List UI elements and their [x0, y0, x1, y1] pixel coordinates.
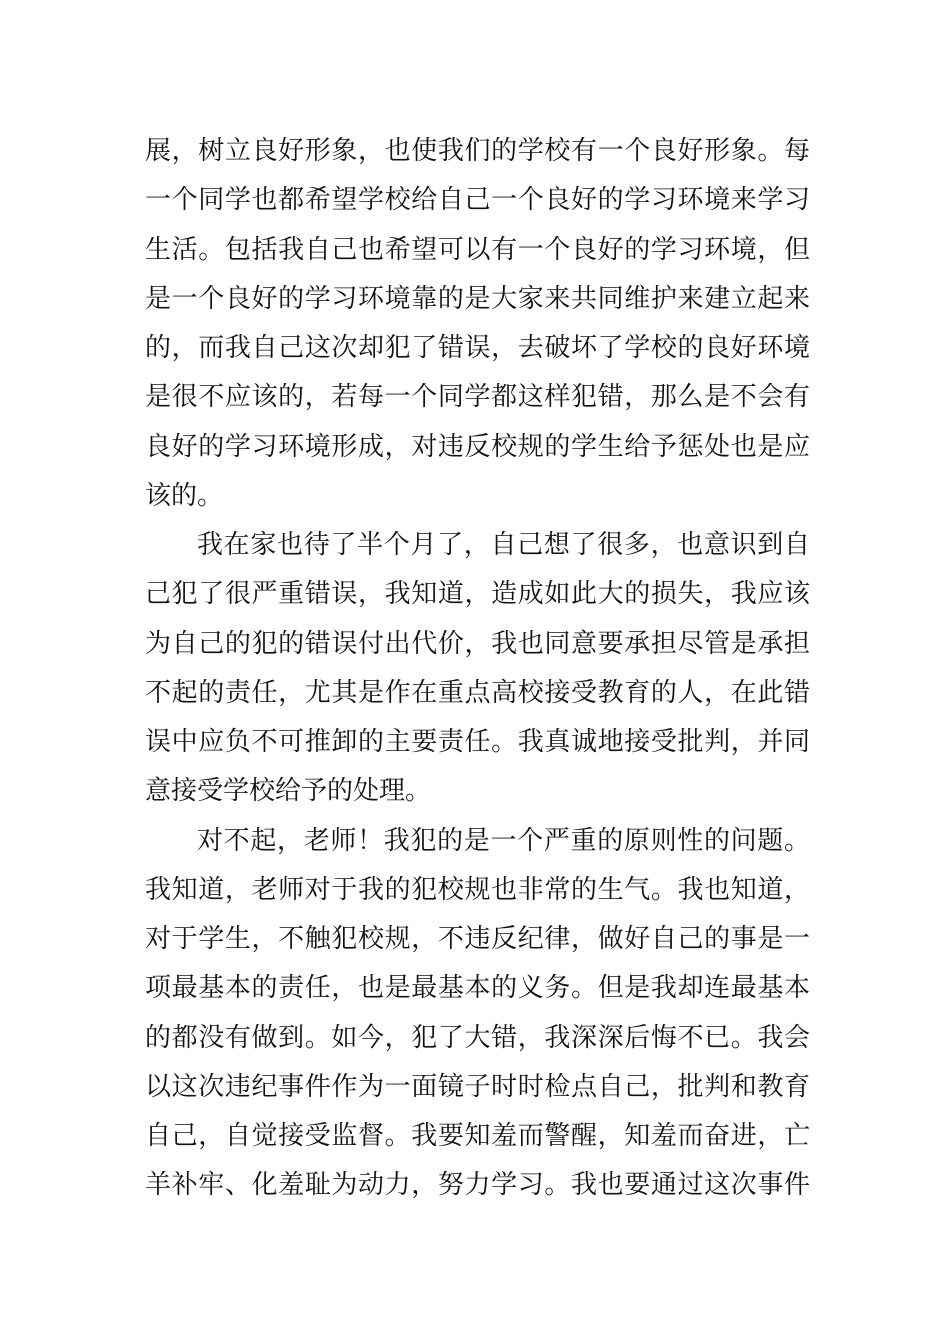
text-line: 我在家也待了半个月了，自己想了很多，也意识到自 — [197, 530, 810, 560]
text-line: 羊补牢、化羞耻为动力，努力学习。我也要通过这次事件 — [145, 1170, 810, 1201]
paragraph-3 — [145, 817, 810, 1211]
text-line: 对不起，老师！我犯的是一个严重的原则性的问题。 — [197, 825, 810, 856]
text-line: 对于学生，不触犯校规，不违反纪律，做好自己的事是一 — [145, 924, 810, 954]
text-line: 意接受学校给予的处理。 — [145, 776, 432, 807]
text-line: 不起的责任，尤其是作在重点高校接受教育的人，在此错 — [145, 677, 810, 708]
text-line: 自己，自觉接受监督。我要知羞而警醒，知羞而奋进，亡 — [145, 1121, 810, 1151]
text-line: 项最基本的责任，也是最基本的义务。但是我却连最基本 — [145, 973, 810, 1004]
text-line: 的都没有做到。如今，犯了大错，我深深后悔不已。我会 — [145, 1022, 810, 1053]
text-line: 的，而我自己这次却犯了错误，去破坏了学校的良好环境 — [145, 333, 810, 363]
text-line: 是一个良好的学习环境靠的是大家来共同维护来建立起来 — [145, 283, 810, 314]
text-line: 良好的学习环境形成，对违反校规的学生给予惩处也是应 — [145, 431, 810, 462]
text-line: 误中应负不可推卸的主要责任。我真诚地接受批判，并同 — [145, 727, 810, 757]
text-line: 是很不应该的，若每一个同学都这样犯错，那么是不会有 — [145, 382, 810, 413]
text-line: 该的。 — [145, 480, 224, 511]
text-line: 我知道，老师对于我的犯校规也非常的生气。我也知道， — [145, 874, 810, 905]
text-line: 展，树立良好形象，也使我们的学校有一个良好形象。每 — [145, 136, 810, 166]
document-page — [145, 127, 810, 1211]
paragraph-1 — [145, 127, 810, 521]
paragraph-2 — [145, 521, 810, 817]
text-line: 以这次违纪事件作为一面镜子时时检点自己，批判和教育 — [145, 1071, 810, 1102]
text-line: 为自己的犯的错误付出代价，我也同意要承担尽管是承担 — [145, 628, 810, 659]
text-line: 己犯了很严重错误，我知道，造成如此大的损失，我应该 — [145, 579, 810, 610]
text-line: 生活。包括我自己也希望可以有一个良好的学习环境，但 — [145, 234, 810, 265]
text-line: 一个同学也都希望学校给自己一个良好的学习环境来学习 — [145, 185, 810, 216]
